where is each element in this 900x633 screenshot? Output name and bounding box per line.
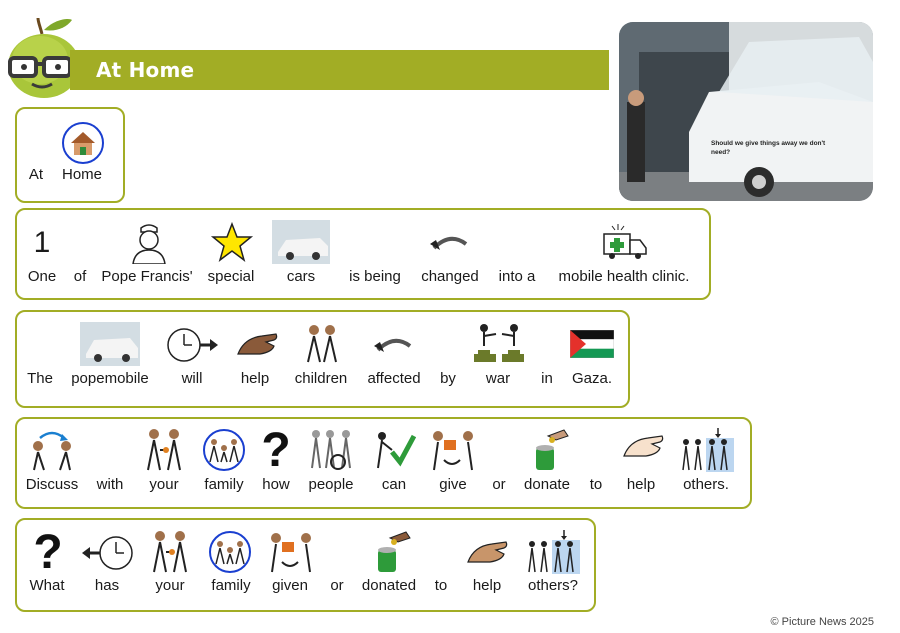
clock-past-icon	[80, 534, 134, 572]
word-changed: changed	[421, 268, 479, 285]
popemobile-photo-symbol-2	[80, 322, 140, 366]
word-to-2: to	[434, 577, 448, 594]
word-with: with	[96, 476, 124, 493]
word-help: help	[240, 370, 270, 387]
pope-francis-symbol	[127, 220, 171, 264]
word-others-2: others?	[527, 577, 579, 594]
word-at: At	[28, 166, 44, 183]
word-family-2: family	[211, 577, 251, 594]
word-can: can	[381, 476, 407, 493]
word-pope-francis: Pope Francis'	[101, 268, 193, 285]
copyright-footer: © Picture News 2025	[770, 616, 874, 628]
help-hand-icon-2	[622, 432, 666, 462]
word-by: by	[440, 370, 456, 387]
word-has: has	[94, 577, 120, 594]
people-icon	[308, 428, 356, 472]
give-icon	[430, 428, 476, 472]
affected-arrow-icon	[372, 330, 416, 360]
palestine-flag-icon	[570, 330, 614, 358]
word-people: people	[308, 476, 354, 493]
word-give: give	[439, 476, 467, 493]
photo-caption: Should we give things away we don't need?	[711, 140, 826, 156]
discuss-icon	[30, 428, 74, 472]
word-to: to	[589, 476, 603, 493]
popemobile-photo-symbol	[272, 220, 330, 264]
others-icon-2	[526, 530, 580, 574]
sentence-number: 1	[33, 226, 51, 259]
war-icon	[472, 322, 526, 368]
word-gaza: Gaza.	[571, 370, 613, 387]
word-given: given	[272, 577, 308, 594]
word-or: or	[492, 476, 506, 493]
star-icon	[210, 220, 254, 264]
word-help-2: help	[626, 476, 656, 493]
your-people-icon	[144, 428, 184, 472]
family-icon-2	[208, 530, 252, 574]
word-discuss: Discuss	[25, 476, 79, 493]
word-affected: affected	[367, 370, 421, 387]
donated-icon	[370, 530, 414, 574]
word-in: in	[541, 370, 553, 387]
word-cars: cars	[286, 268, 316, 285]
your-people-icon-2	[150, 530, 190, 574]
family-icon	[202, 428, 246, 472]
word-or-2: or	[330, 577, 344, 594]
page-title: At Home	[96, 58, 195, 82]
svg-text:?: ?	[33, 526, 63, 574]
word-into-a: into a	[498, 268, 536, 285]
word-how: how	[262, 476, 290, 493]
word-what: What	[29, 577, 65, 594]
svg-text:?: ?	[261, 424, 291, 472]
page-title-bar	[70, 50, 609, 90]
ambulance-icon	[600, 222, 648, 262]
word-is-being: is being	[349, 268, 401, 285]
children-icon	[304, 324, 340, 364]
word-war: war	[485, 370, 511, 387]
question-mark-icon	[258, 424, 294, 472]
help-hand-icon	[236, 330, 280, 360]
word-help-3: help	[472, 577, 502, 594]
word-one: One	[27, 268, 57, 285]
home-symbol	[61, 121, 105, 165]
word-of: of	[73, 268, 87, 285]
word-home: Home	[61, 166, 103, 183]
word-your: your	[149, 476, 179, 493]
word-will: will	[181, 370, 203, 387]
can-tick-icon	[372, 428, 416, 472]
popemobile-photo	[619, 22, 873, 201]
word-donated: donated	[361, 577, 417, 594]
given-icon	[268, 530, 314, 574]
word-others: others.	[683, 476, 729, 493]
others-icon	[680, 428, 734, 472]
clock-future-icon	[166, 326, 220, 364]
word-family: family	[204, 476, 244, 493]
word-special: special	[207, 268, 255, 285]
word-the: The	[27, 370, 53, 387]
change-arrow-icon	[428, 228, 472, 258]
donate-icon	[528, 428, 572, 472]
word-donate: donate	[524, 476, 570, 493]
word-your-2: your	[155, 577, 185, 594]
word-popemobile: popemobile	[71, 370, 149, 387]
word-children: children	[294, 370, 348, 387]
question-mark-icon-2	[30, 526, 66, 574]
help-hand-icon-3	[466, 538, 510, 568]
word-mobile-health-clinic: mobile health clinic.	[558, 268, 690, 285]
